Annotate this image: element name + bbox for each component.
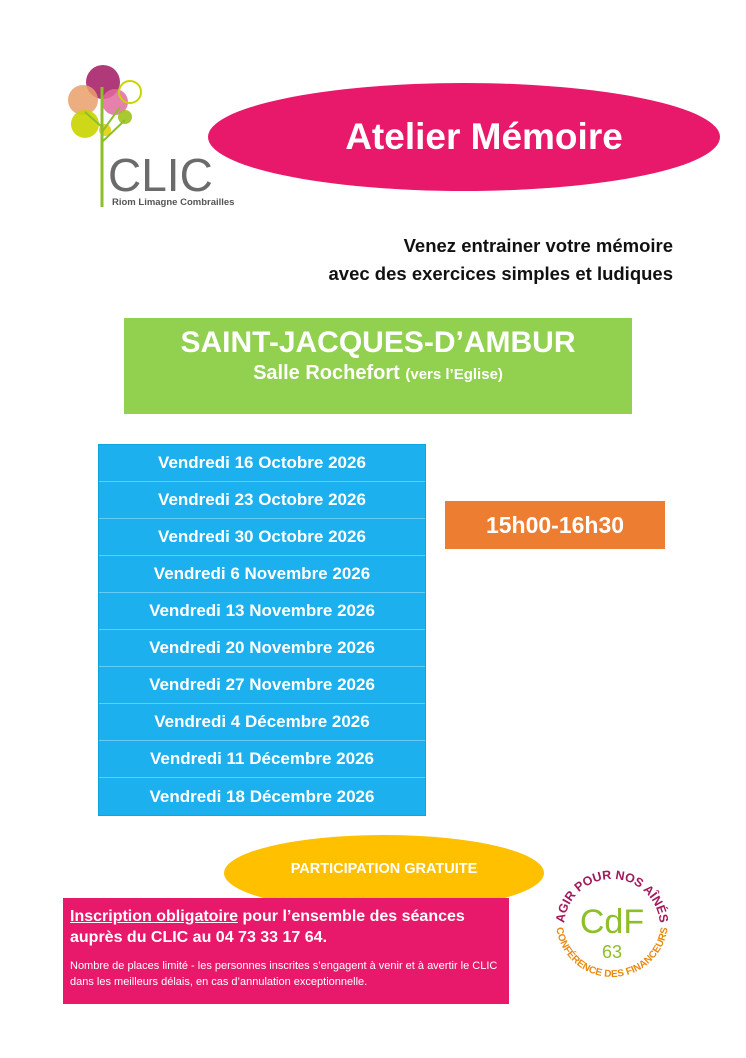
date-row: Vendredi 13 Novembre 2026 xyxy=(99,593,425,630)
date-row: Vendredi 18 Décembre 2026 xyxy=(149,786,375,806)
cdf-arc-top: AGIR POUR NOS AÎNÉS xyxy=(553,867,671,924)
cdf-logo xyxy=(542,855,682,995)
inscription-prefix: auprès du CLIC au xyxy=(70,929,216,946)
date-row: Vendredi 27 Novembre 2026 xyxy=(99,667,425,704)
date-row: Vendredi 16 Octobre 2026 xyxy=(99,445,425,482)
date-row: Vendredi 11 Décembre 2026 xyxy=(99,741,425,778)
intro-text xyxy=(329,232,674,288)
date-row: Vendredi 6 Novembre 2026 xyxy=(99,556,425,593)
location-room-line xyxy=(124,362,632,385)
cdf-arc-bottom: CONFÉRENCE DES FINANCEURS xyxy=(553,926,671,981)
clic-logo-text: CLIC xyxy=(108,149,213,201)
date-row: Vendredi 30 Octobre 2026 xyxy=(99,519,425,556)
cdf-letters: CdF xyxy=(579,903,645,941)
inscription-main xyxy=(70,906,503,948)
intro-line-1: Venez entrainer votre mémoire xyxy=(403,235,673,256)
clic-logo-subtitle: Riom Limagne Combrailles xyxy=(112,197,235,208)
cdf-number: 63 xyxy=(601,942,623,962)
location-room-note: (vers l’Eglise) xyxy=(405,366,503,383)
location-room: Salle Rochefort xyxy=(253,362,400,384)
dates-table xyxy=(98,444,426,816)
page-title: Atelier Mémoire xyxy=(345,116,623,157)
phone-number: 04 73 33 17 64 xyxy=(215,929,323,946)
inscription-suffix: . xyxy=(322,929,328,946)
inscription-required: Inscription obligatoire xyxy=(70,908,239,925)
intro-line-2: avec des exercices simples et ludiques xyxy=(328,263,673,284)
date-row: Vendredi 23 Octobre 2026 xyxy=(99,482,425,519)
location-box xyxy=(124,318,632,414)
location-city: SAINT-JACQUES-D’AMBUR xyxy=(180,326,576,359)
date-row: Vendredi 4 Décembre 2026 xyxy=(99,704,425,741)
inscription-rest: pour l’ensemble des séances xyxy=(238,908,465,925)
date-row: Vendredi 20 Novembre 2026 xyxy=(99,630,425,667)
inscription-box xyxy=(63,898,509,1004)
participation-text: PARTICIPATION GRATUITE xyxy=(290,861,478,877)
inscription-note: Nombre de places limité - les personnes inscrites s’engagent à venir et à avertir le CLIC dans les meilleurs délais, en cas d’annulation exceptionnelle. xyxy=(70,960,498,988)
session-time: 15h00-16h30 xyxy=(445,501,665,549)
